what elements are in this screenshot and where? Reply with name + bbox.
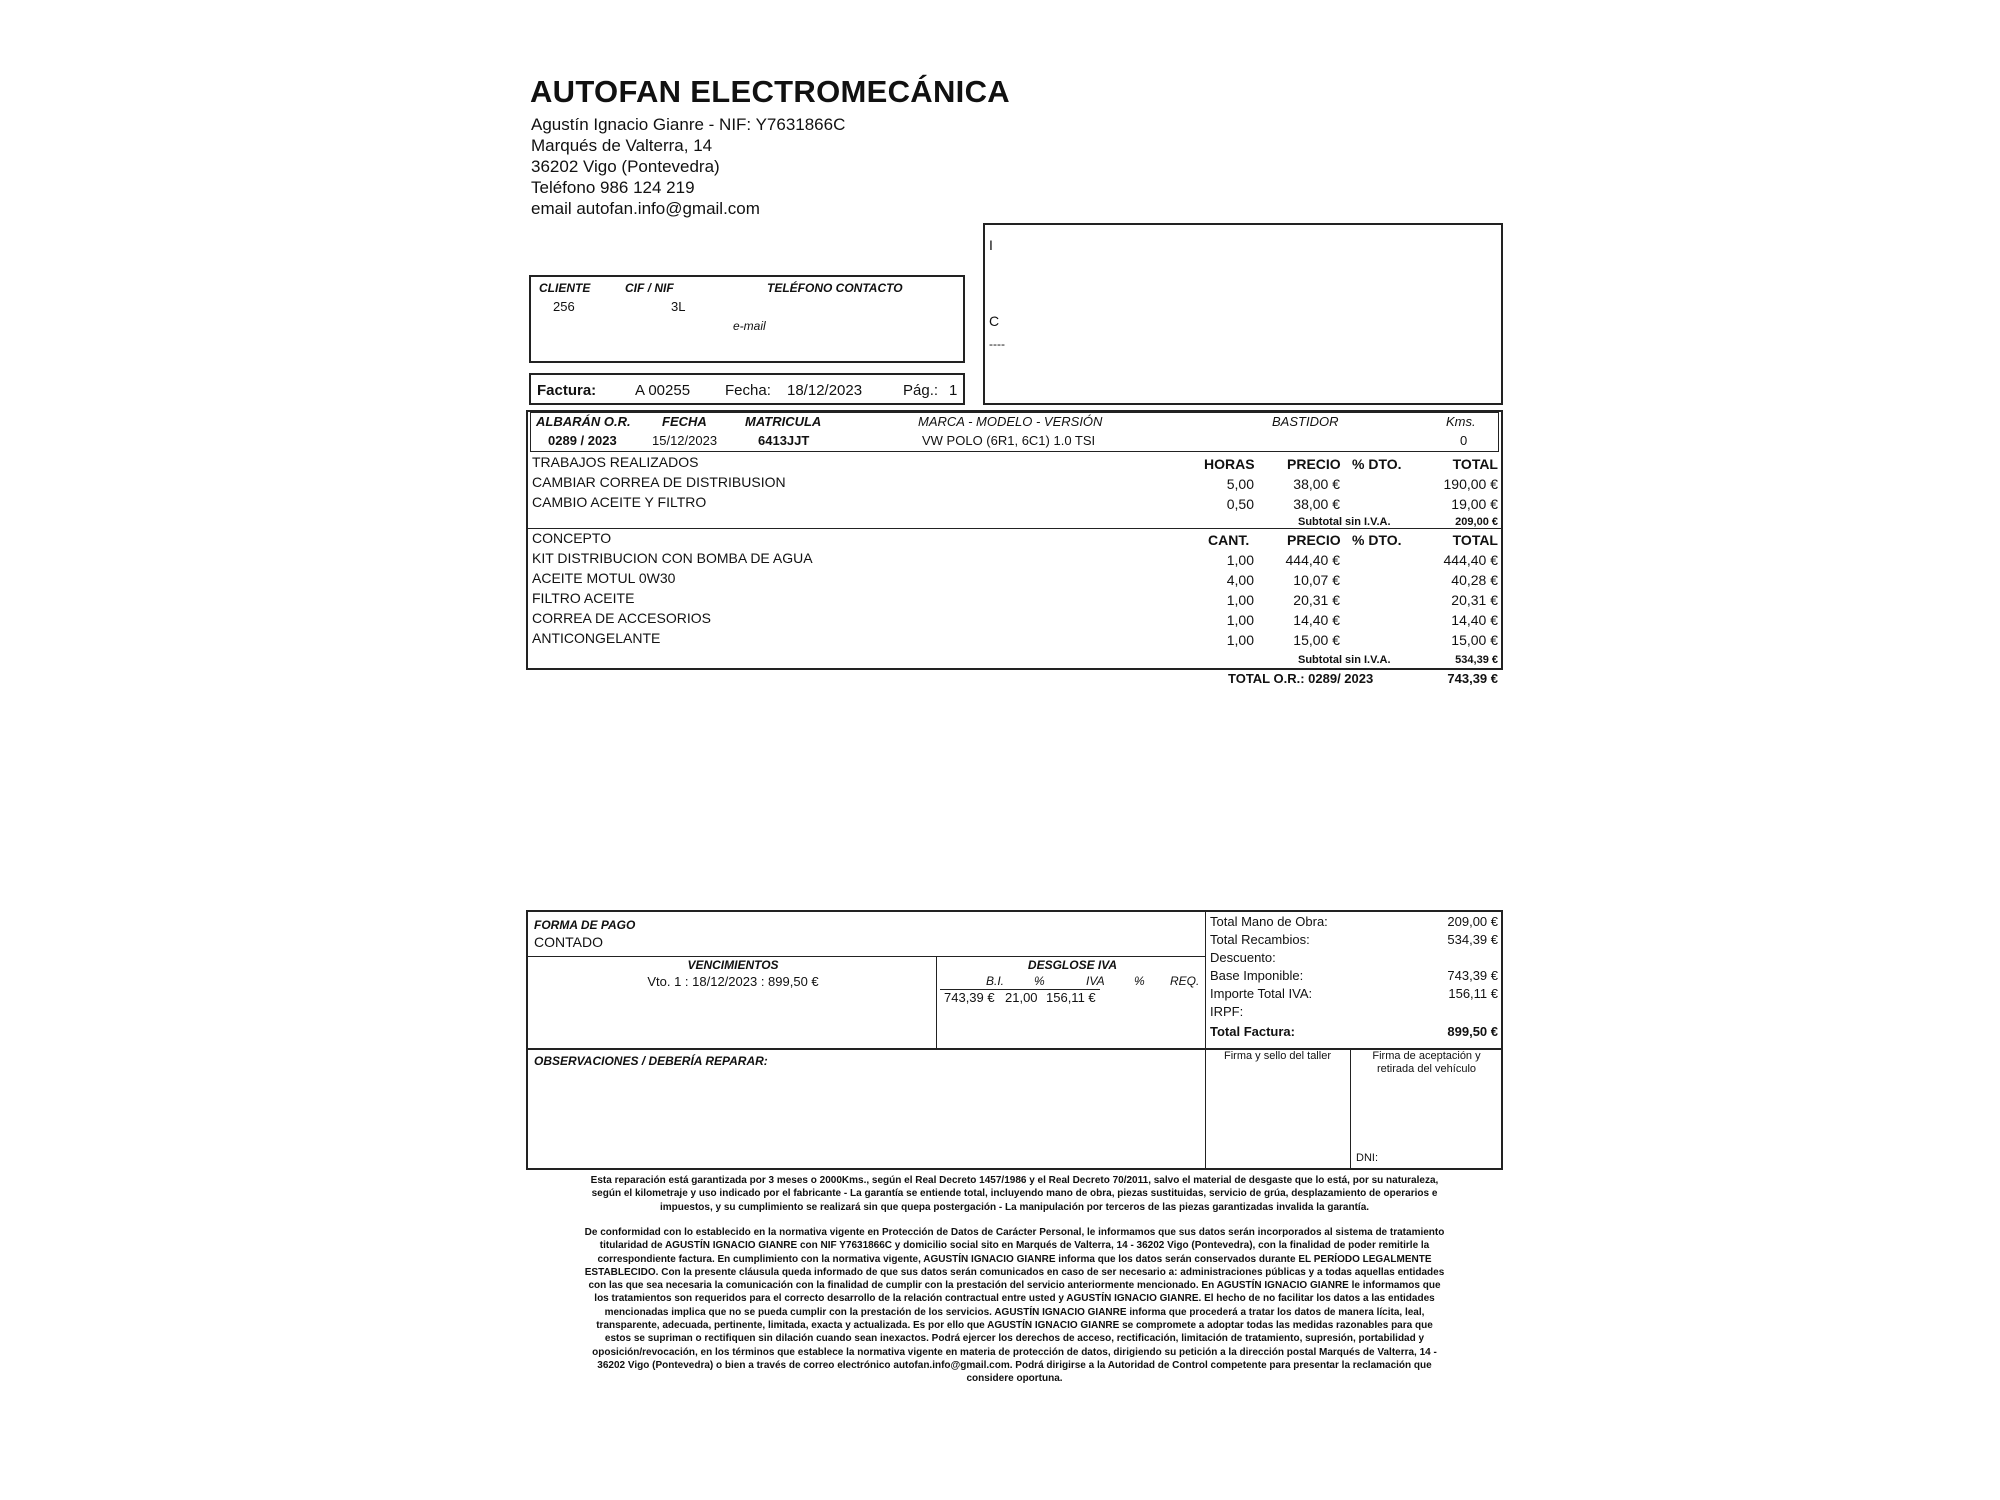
cliente-value: 256: [553, 299, 575, 314]
pagina-label: Pág.:: [903, 382, 939, 399]
labor-col-precio: PRECIO: [1287, 456, 1341, 472]
labor-row-qty: 0,50: [1226, 496, 1254, 512]
company-owner-line: Agustín Ignacio Gianre - NIF: Y7631866C: [531, 115, 846, 134]
iva-header-iva: IVA: [1086, 974, 1105, 988]
cliente-label: CLIENTE: [539, 281, 591, 295]
parts-subtotal-value: 534,39 €: [1455, 654, 1498, 666]
labor-row-total: 190,00 €: [1443, 476, 1498, 492]
parts-row-desc: FILTRO ACEITE: [532, 590, 635, 606]
labor-row-desc: CAMBIAR CORREA DE DISTRIBUSION: [532, 474, 786, 490]
parts-col-dto: % DTO.: [1352, 532, 1402, 548]
total-recambios-label: Total Recambios:: [1210, 932, 1310, 947]
total-or-value: 743,39 €: [1447, 671, 1498, 686]
firma-cliente-label: Firma de aceptación y retirada del vehículo: [1372, 1050, 1481, 1075]
privacy-text: De conformidad con lo establecido en la normativa vigente en Protección de Datos de Carácter Personal, le informamos que sus datos serán incorporados al sistema de tratamiento titularidad de AGUSTÍN IGNACIO GIANRE con NIF Y7631866C y domicilio social sito en Marqués de Valterra, 14 - 36202 Vigo (Pontevedra), con la finalidad de poder remitirle la correspondiente factura. En cumplimiento con la normativa vigente, AGUSTÍN IGNACIO GIANRE informa que los datos serán conservados durante EL PERÍODO LEGALMENTE ESTABLECIDO. Con la presente cláusula queda informado de que sus datos serán comunicados en caso de ser necesario a: administraciones públicas y a todas aquellas entidades con las que sea necesaria la comunicación con la finalidad de cumplir con la prestación del servicio anteriormente mencionado. En AGUSTÍN IGNACIO GIANRE le informamos que los tratamientos son requeridos para el correcto desarrollo de la relación contractual entre usted y AGUSTÍN IGNACIO GIANRE. El hecho de no facilitar los datos a las entidades mencionadas implica que no se pueda cumplir con la prestación de los servicios. AGUSTÍN IGNACIO GIANRE informa que procederá a tratar los datos de manera lícita, leal, transparente, adecuada, pertinente, limitada, exacta y actualizada. Es por ello que AGUSTÍN IGNACIO GIANRE se compromete a adoptar todas las medidas razonables para que estos se supriman o rectifiquen sin dilación cuando sean inexactos. Podrá ejercer los derechos de acceso, rectificación, limitación de tratamiento, supresión, portabilidad y oposición/revocación, en los términos que establece la normativa vigente en materia de protección de datos, dirigiendo su petición a la dirección postal Marqués de Valterra, 14 - 36202 Vigo (Pontevedra) o bien a través de correo electrónico autofan.info@gmail.com. Podrá dirigirse a la Autoridad de Control competente para presentar la reclamación que considere oportuna.: [584, 1227, 1445, 1385]
parts-row-desc: ANTICONGELANTE: [532, 630, 661, 646]
address-line-3: ----: [989, 337, 1005, 351]
labor-col-total: TOTAL: [1452, 456, 1498, 472]
address-box: [983, 223, 1503, 405]
company-info: [531, 114, 845, 219]
iva-header-pct: %: [1034, 974, 1045, 988]
observaciones-label: OBSERVACIONES / DEBERÍA REPARAR:: [534, 1054, 768, 1068]
vehicle-fecha: 15/12/2023: [652, 433, 718, 448]
vehicle-header-matricula: MATRICULA: [745, 414, 822, 429]
labor-subtotal-value: 209,00 €: [1455, 516, 1498, 528]
factura-label: Factura:: [537, 382, 597, 399]
company-address: Marqués de Valterra, 14: [531, 136, 713, 155]
iva-pct-value: 21,00: [1005, 990, 1038, 1005]
cif-label: CIF / NIF: [625, 281, 674, 295]
descuento-label: Descuento:: [1210, 950, 1276, 965]
parts-row-price: 10,07 €: [1293, 572, 1340, 588]
iva-divider: [936, 956, 937, 1050]
parts-row-desc: KIT DISTRIBUCION CON BOMBA DE AGUA: [532, 550, 813, 566]
company-phone: Teléfono 986 124 219: [531, 178, 695, 197]
labor-col-horas: HORAS: [1204, 456, 1255, 472]
irpf-label: IRPF:: [1210, 1004, 1244, 1019]
fecha-label: Fecha:: [725, 382, 771, 399]
address-line-1: I: [989, 237, 993, 253]
importe-iva-value: 156,11 €: [1448, 986, 1498, 1001]
parts-row-price: 444,40 €: [1285, 552, 1340, 568]
parts-row-total: 444,40 €: [1443, 552, 1498, 568]
labor-row-price: 38,00 €: [1293, 496, 1340, 512]
total-mano-obra-value: 209,00 €: [1447, 914, 1498, 929]
parts-row-qty: 1,00: [1226, 552, 1254, 568]
section-divider: [526, 528, 1503, 529]
parts-col-precio: PRECIO: [1287, 532, 1341, 548]
importe-iva-label: Importe Total IVA:: [1210, 986, 1313, 1001]
parts-row-desc: ACEITE MOTUL 0W30: [532, 570, 676, 586]
parts-row-qty: 4,00: [1226, 572, 1254, 588]
dni-label: DNI:: [1356, 1152, 1378, 1164]
labor-col-dto: % DTO.: [1352, 456, 1402, 472]
iva-header-req-pct: %: [1134, 974, 1145, 988]
iva-header-req: REQ.: [1170, 974, 1200, 988]
forma-pago-label: FORMA DE PAGO: [534, 918, 636, 932]
company-name: AUTOFAN ELECTROMECÁNICA: [530, 74, 1010, 109]
warranty-text: Esta reparación está garantizada por 3 meses o 2000Kms., según el Real Decreto 1457/1986 y el Real Decreto 70/2011, salvo el material de desgaste que lo está, por su naturaleza, según el kilometraje y uso indicado por el fabricante - La garantía se entiende total, incluyendo mano de obra, piezas sustituidas, servicio de grúa, desplazamiento de operarios e impuestos, y su cumplimiento se realizará sin que quepa postergación - La manipulación por terceros de las piezas garantizadas invalida la garantía.: [590, 1175, 1439, 1213]
cif-value: 3L: [671, 299, 686, 314]
vehicle-header-kms: Kms.: [1446, 414, 1476, 429]
parts-row-desc: CORREA DE ACCESORIOS: [532, 610, 711, 626]
total-mano-obra-label: Total Mano de Obra:: [1210, 914, 1328, 929]
iva-amount-value: 156,11 €: [1046, 990, 1096, 1005]
factura-number: A 00255: [635, 382, 691, 399]
telefono-label: TELÉFONO CONTACTO: [767, 281, 903, 295]
labor-row-total: 19,00 €: [1451, 496, 1498, 512]
parts-col-cant: CANT.: [1208, 532, 1250, 548]
vehicle-modelo: VW POLO (6R1, 6C1) 1.0 TSI: [922, 433, 1096, 448]
parts-row-total: 15,00 €: [1451, 632, 1498, 648]
total-factura-label: Total Factura:: [1210, 1024, 1295, 1039]
pagina-value: 1: [949, 382, 958, 399]
parts-col-total: TOTAL: [1452, 532, 1498, 548]
labor-title: TRABAJOS REALIZADOS: [532, 454, 699, 470]
iva-header-bi: B.I.: [986, 974, 1005, 988]
labor-subtotal-label: Subtotal sin I.V.A.: [1298, 516, 1391, 528]
vehicle-header-modelo: MARCA - MODELO - VERSIÓN: [918, 414, 1103, 429]
parts-row-qty: 1,00: [1226, 612, 1254, 628]
invoice-header-box: [529, 373, 965, 405]
vehicle-albaran: 0289 / 2023: [548, 433, 617, 448]
labor-row-qty: 5,00: [1226, 476, 1254, 492]
vehicle-header-bastidor: BASTIDOR: [1272, 414, 1339, 429]
parts-row-total: 20,31 €: [1451, 592, 1498, 608]
parts-row-price: 14,40 €: [1293, 612, 1340, 628]
parts-row-price: 15,00 €: [1293, 632, 1340, 648]
firma-taller-label: Firma y sello del taller: [1224, 1050, 1331, 1062]
labor-row-desc: CAMBIO ACEITE Y FILTRO: [532, 494, 707, 510]
labor-row-price: 38,00 €: [1293, 476, 1340, 492]
iva-bi-value: 743,39 €: [944, 990, 995, 1005]
total-factura-value: 899,50 €: [1447, 1024, 1498, 1039]
vehicle-header-albaran: ALBARÁN O.R.: [536, 414, 631, 429]
parts-row-total: 40,28 €: [1451, 572, 1498, 588]
vehicle-matricula: 6413JJT: [758, 433, 810, 448]
parts-row-qty: 1,00: [1226, 632, 1254, 648]
base-imponible-label: Base Imponible:: [1210, 968, 1304, 983]
desglose-iva-label: DESGLOSE IVA: [1027, 958, 1118, 972]
parts-row-total: 14,40 €: [1451, 612, 1498, 628]
vehicle-kms: 0: [1460, 433, 1468, 448]
fecha-value: 18/12/2023: [787, 382, 863, 399]
vencimiento-value: Vto. 1 : 18/12/2023 : 899,50 €: [647, 974, 819, 989]
total-recambios-value: 534,39 €: [1447, 932, 1498, 947]
email-label: e-mail: [733, 319, 766, 333]
vehicle-header-fecha: FECHA: [662, 414, 707, 429]
parts-title: CONCEPTO: [532, 530, 612, 546]
vencimientos-label: VENCIMIENTOS: [687, 958, 779, 972]
base-imponible-value: 743,39 €: [1447, 968, 1498, 983]
company-email: email autofan.info@gmail.com: [531, 199, 760, 218]
total-or-label: TOTAL O.R.: 0289/ 2023: [1228, 671, 1374, 686]
company-city: 36202 Vigo (Pontevedra): [531, 157, 720, 176]
parts-row-qty: 1,00: [1226, 592, 1254, 608]
parts-row-price: 20,31 €: [1293, 592, 1340, 608]
payment-divider: [526, 956, 1205, 957]
address-line-2: C: [989, 313, 1000, 329]
client-box: [529, 275, 965, 363]
forma-pago-value: CONTADO: [534, 934, 603, 950]
parts-subtotal-label: Subtotal sin I.V.A.: [1298, 654, 1391, 666]
